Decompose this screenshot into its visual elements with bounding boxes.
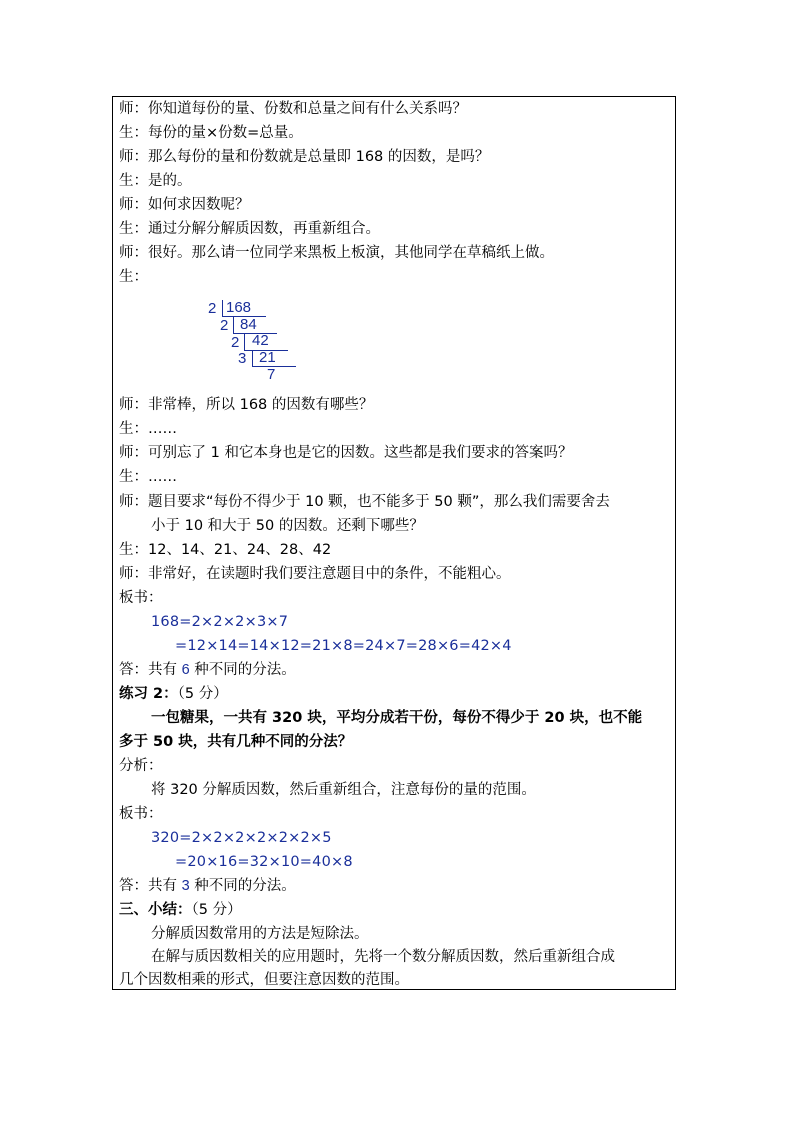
summary-text: 几个因数相乘的形式，但要注意因数的范围。 <box>119 972 409 988</box>
answer-suffix: 种不同的分法。 <box>189 878 296 894</box>
division-dividend: 84 <box>240 316 257 333</box>
analysis-label: 分析： <box>119 758 163 774</box>
analysis-text: 将 320 分解质因数，然后重新组合，注意每份的量的范围。 <box>151 782 536 798</box>
dialogue-line: 生：12、14、21、24、28、42 <box>119 542 332 558</box>
dialogue-line: 师：非常棒，所以 168 的因数有哪些？ <box>119 397 374 413</box>
board-equation: =12×14=14×12=21×8=24×7=28×6=42×4 <box>175 638 512 654</box>
dialogue-line: 生：每份的量×份数=总量。 <box>119 125 303 141</box>
summary-score: （5 分） <box>191 902 242 918</box>
dialogue-line: 师：那么每份的量和份数就是总量即 168 的因数，是吗？ <box>119 149 490 165</box>
summary-heading <box>119 899 242 921</box>
answer-prefix: 答：共有 <box>119 662 182 678</box>
summary-title: 三、小结： <box>119 902 192 918</box>
dialogue-line: 生：…… <box>119 421 177 437</box>
dialogue-line: 生：是的。 <box>119 173 192 189</box>
answer-suffix: 种不同的分法。 <box>189 662 296 678</box>
division-bracket <box>252 351 253 367</box>
division-divisor: 2 <box>220 317 229 334</box>
short-division-diagram <box>200 298 310 384</box>
board-equation: =20×16=32×10=40×8 <box>175 854 353 870</box>
dialogue-line: 生： <box>119 269 148 285</box>
division-result: 7 <box>267 366 276 383</box>
answer-line <box>119 875 296 897</box>
exercise-problem: 一包糖果，一共有 320 块，平均分成若干份，每份不得少于 20 块，也不能 <box>151 710 643 726</box>
board-label: 板书： <box>119 590 163 606</box>
dialogue-line: 生：通过分解分解质因数，再重新组合。 <box>119 221 380 237</box>
board-label: 板书： <box>119 806 163 822</box>
division-divisor: 3 <box>238 350 247 367</box>
division-divisor: 2 <box>231 334 240 351</box>
division-bracket <box>244 334 245 350</box>
division-dividend: 21 <box>259 349 276 366</box>
exercise-heading <box>119 683 228 705</box>
division-divisor: 2 <box>208 300 217 317</box>
dialogue-line-continued: 小于 10 和大于 50 的因数。还剩下哪些？ <box>151 518 424 534</box>
dialogue-line: 师：如何求因数呢？ <box>119 197 250 213</box>
answer-line <box>119 659 296 681</box>
summary-text: 在解与质因数相关的应用题时，先将一个数分解质因数，然后重新组合成 <box>151 949 615 965</box>
dialogue-line: 师：很好。那么请一位同学来黑板上板演，其他同学在草稿纸上做。 <box>119 245 554 261</box>
exercise-score: （5 分） <box>177 686 228 702</box>
division-bracket <box>233 317 234 333</box>
summary-text: 分解质因数常用的方法是短除法。 <box>151 926 369 942</box>
answer-number: 6 <box>181 662 190 678</box>
dialogue-line: 师：非常好，在读题时我们要注意题目中的条件，不能粗心。 <box>119 566 511 582</box>
dialogue-line: 师：题目要求“每份不得少于 10 颗，也不能多于 50 颗”，那么我们需要舍去 <box>119 494 610 510</box>
division-dividend: 42 <box>252 332 269 349</box>
division-bracket <box>222 300 223 316</box>
division-dividend: 168 <box>226 299 252 316</box>
board-equation: 168=2×2×2×3×7 <box>151 614 289 630</box>
answer-number: 3 <box>181 878 190 894</box>
dialogue-line: 师：你知道每份的量、份数和总量之间有什么关系吗？ <box>119 101 467 117</box>
dialogue-line: 师：可别忘了 1 和它本身也是它的因数。这些都是我们要求的答案吗？ <box>119 445 573 461</box>
dialogue-line: 生：…… <box>119 469 177 485</box>
answer-prefix: 答：共有 <box>119 878 182 894</box>
board-equation: 320=2×2×2×2×2×2×5 <box>151 830 332 846</box>
exercise-title: 练习 2： <box>119 686 178 702</box>
exercise-problem: 多于 50 块，共有几种不同的分法？ <box>119 734 353 750</box>
